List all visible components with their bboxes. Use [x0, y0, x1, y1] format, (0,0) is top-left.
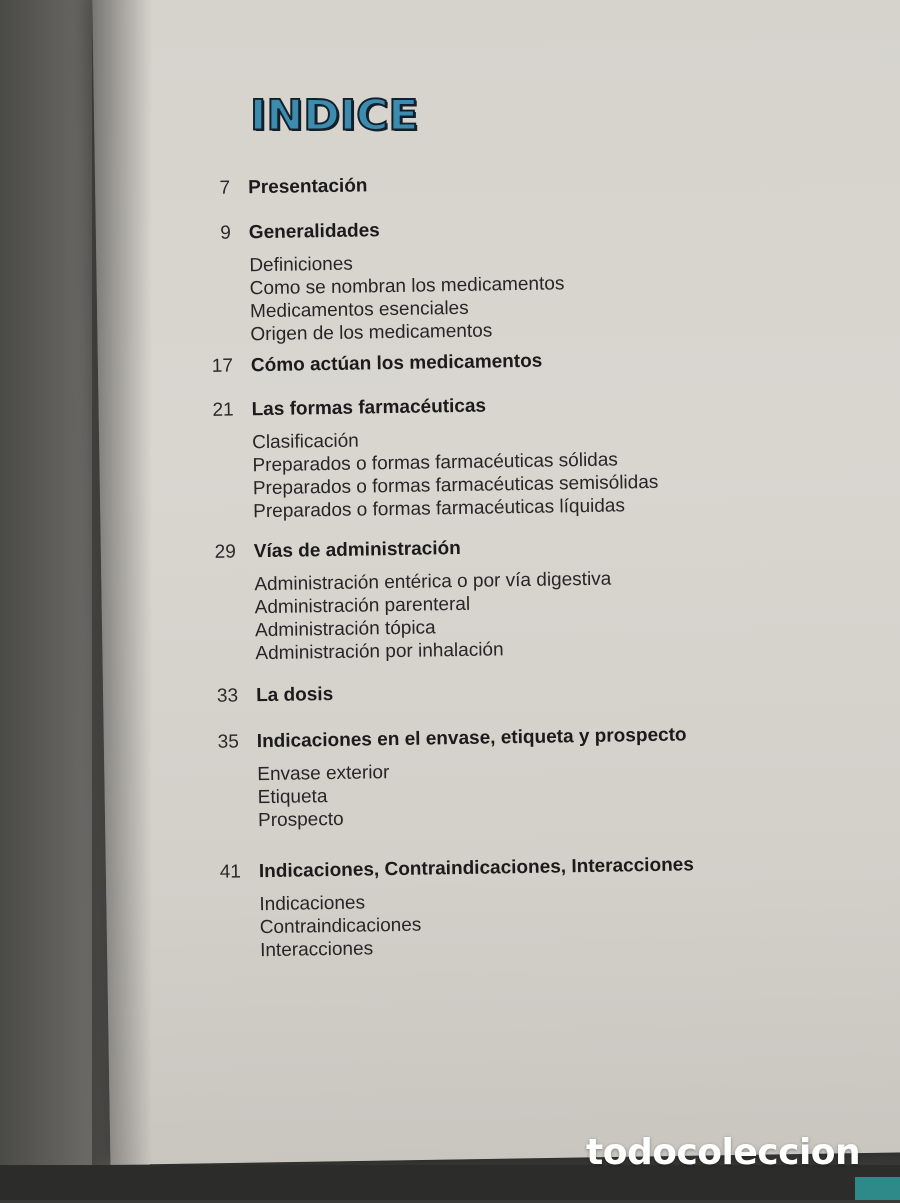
toc-entry: [1, 214, 801, 346]
toc-page-number: 33: [216, 685, 239, 707]
toc-subentry: Origen de los medicamentos: [250, 320, 493, 346]
toc-heading: La dosis: [255, 683, 334, 707]
toc-heading: Indicaciones en el envase, etiqueta y prospecto: [256, 724, 687, 753]
toc-subentry: Preparados o formas farmacéuticas líquidas: [253, 495, 626, 523]
toc-entry: [6, 533, 806, 665]
toc-subentries: [257, 761, 390, 832]
toc-entry: [8, 677, 808, 707]
toc-heading: Indicaciones, Contraindicaciones, Interacciones: [258, 854, 695, 883]
toc-page-number: 21: [212, 399, 234, 421]
toc-heading: Cómo actúan los medicamentos: [250, 350, 543, 377]
toc-page-number: 41: [219, 861, 242, 883]
toc-subentry: Preparados o formas farmacéuticas sólidas: [252, 449, 619, 477]
toc-entry: [3, 391, 803, 523]
toc-entry: [0, 169, 800, 199]
toc-subentry: Administración parenteral: [254, 593, 471, 619]
toc-subentry: Definiciones: [249, 253, 354, 277]
toc-heading: Presentación: [247, 175, 368, 199]
toc-subentries: [254, 568, 612, 666]
toc-subentry: Administración por inhalación: [255, 639, 504, 665]
toc-subentry: Prospecto: [257, 808, 344, 832]
toc-subentries: [249, 249, 565, 346]
toc-subentry: Etiqueta: [257, 786, 328, 809]
green-corner: [855, 1177, 900, 1200]
toc-heading: Generalidades: [248, 220, 380, 244]
toc-subentry: Medicamentos esenciales: [249, 297, 469, 323]
toc-subentries: [252, 425, 659, 523]
watermark-logo: todocoleccion: [586, 1132, 861, 1173]
toc-subentry: Interacciones: [259, 938, 374, 962]
toc-subentries: [259, 891, 422, 963]
toc-page-number: 35: [217, 731, 239, 753]
toc-entry: [11, 852, 811, 962]
toc-page-number: 7: [219, 177, 231, 199]
toc-subentry: Indicaciones: [259, 892, 366, 916]
toc-page-number: 9: [220, 222, 232, 244]
toc-entry: [9, 723, 809, 832]
toc-subentry: Envase exterior: [257, 762, 390, 786]
toc-subentry: Contraindicaciones: [259, 914, 422, 939]
toc-subentry: Administración entérica o por vía digestiva: [254, 568, 612, 596]
toc-subentry: Administración tópica: [254, 617, 436, 642]
toc-page-number: 29: [214, 541, 237, 563]
toc-subentry: Como se nombran los medicamentos: [249, 273, 565, 300]
toc-heading: Las formas farmacéuticas: [251, 395, 487, 421]
toc-page-number: 17: [211, 355, 234, 377]
toc-heading: Vías de administración: [253, 537, 461, 563]
index-title: INDICE: [250, 91, 419, 140]
toc-entry: [3, 347, 803, 377]
toc-subentry: Clasificación: [251, 430, 359, 454]
toc-subentry: Preparados o formas farmacéuticas semisólidas: [252, 471, 659, 500]
